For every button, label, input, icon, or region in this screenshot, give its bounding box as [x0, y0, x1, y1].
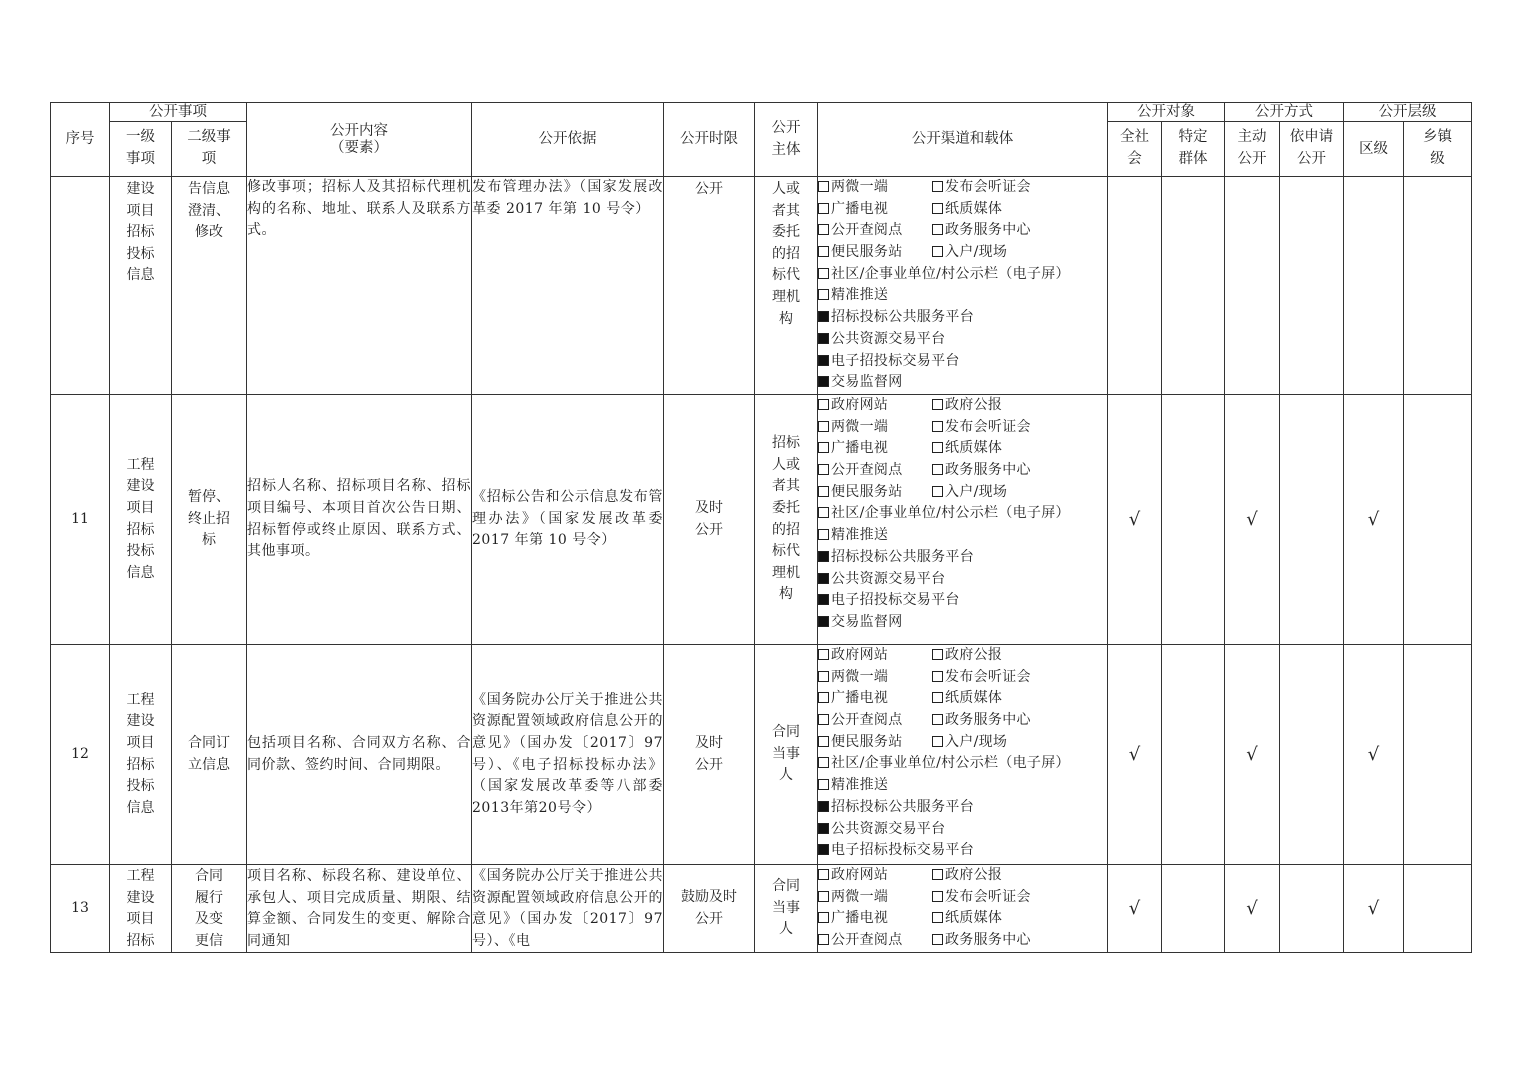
channel-label: 便民服务站: [831, 244, 903, 261]
channel-line: [818, 220, 1107, 242]
channel-label: 社区/企事业单位/村公示栏（电子屏）: [831, 265, 1070, 282]
channel-label: 公开查阅点: [831, 462, 903, 479]
channel-option: [818, 199, 932, 221]
channel-option: [818, 865, 932, 887]
channel-label: 入户/现场: [945, 483, 1008, 500]
channel-option: [818, 667, 932, 689]
channel-line: [818, 645, 1107, 667]
unchecked-box-icon: [818, 268, 829, 279]
channel-line: [818, 242, 1107, 264]
content-cell: 招标人名称、招标项目名称、招标项目编号、本项目首次公告日期、招标暂停或终止原因、联系方式、其他事项。: [247, 395, 472, 645]
channel-label: 发布会听证会: [945, 888, 1031, 905]
subject-cell: 人或者其委托的招标代理机构: [755, 177, 818, 395]
channel-option: [818, 395, 932, 417]
channel-option: [818, 821, 945, 837]
channel-option: [818, 887, 932, 909]
unchecked-box-icon: [818, 486, 829, 497]
unchecked-box-icon: [932, 912, 943, 923]
channel-line: [818, 199, 1107, 221]
channel-line: [818, 569, 1107, 591]
channel-line: [818, 417, 1107, 439]
level2-cell: 合同订立信息: [172, 645, 247, 865]
unchecked-box-icon: [932, 649, 943, 660]
unchecked-box-icon: [932, 692, 943, 703]
channel-label: 纸质媒体: [945, 440, 1003, 457]
table-row: [51, 395, 1472, 645]
header-basis: 公开依据: [472, 103, 664, 177]
channel-option: [818, 732, 932, 754]
header-level-town: 乡镇级: [1404, 122, 1472, 177]
unchecked-box-icon: [932, 464, 943, 475]
channel-option: [932, 462, 1031, 478]
checked-box-icon: [818, 355, 829, 366]
header-group-level: 公开层级: [1344, 103, 1472, 122]
time-limit-cell: 及时公开: [664, 645, 755, 865]
basis-cell: 发布管理办法》（国家发展改革委 2017 年第 10 号令）: [472, 177, 664, 395]
channel-option: [932, 179, 1031, 195]
channel-option: [818, 527, 888, 543]
channel-label: 纸质媒体: [945, 200, 1003, 217]
target-specific-cell: [1162, 177, 1225, 395]
channel-label: 两微一端: [831, 418, 889, 435]
channel-label: 便民服务站: [831, 483, 903, 500]
unchecked-box-icon: [932, 671, 943, 682]
channel-line: [818, 351, 1107, 373]
channel-label: 广播电视: [831, 440, 889, 457]
channel-line: [818, 819, 1107, 841]
channel-option: [932, 690, 1002, 706]
channel-label: 发布会听证会: [945, 668, 1031, 685]
channel-label: 纸质媒体: [945, 910, 1003, 927]
channel-line: [818, 753, 1107, 775]
channel-option: [932, 397, 1002, 413]
seq-cell: [51, 177, 110, 395]
channel-option: [818, 331, 945, 347]
channel-option: [818, 549, 974, 565]
header-group-target: 公开对象: [1108, 103, 1225, 122]
unchecked-box-icon: [818, 891, 829, 902]
table-header: [51, 103, 1472, 177]
unchecked-box-icon: [818, 421, 829, 432]
checked-box-icon: [818, 573, 829, 584]
channel-label: 公共资源交易平台: [831, 820, 946, 837]
unchecked-box-icon: [818, 649, 829, 660]
channel-label: 政府网站: [831, 867, 889, 883]
channel-option: [818, 571, 945, 587]
channel-option: [932, 484, 1007, 500]
channel-option: [818, 220, 932, 242]
level-town-cell: [1404, 177, 1472, 395]
channel-label: 电子招投标交易平台: [831, 352, 960, 369]
channel-label: 发布会听证会: [945, 179, 1031, 195]
unchecked-box-icon: [818, 203, 829, 214]
unchecked-box-icon: [818, 507, 829, 518]
channel-line: [818, 667, 1107, 689]
level1-cell: 工程建设项目招标投标信息: [110, 395, 172, 645]
header-seq: 序号: [51, 103, 110, 177]
level2-cell: 合同履行及变更信: [172, 865, 247, 953]
channel-line: [818, 482, 1107, 504]
channel-line: [818, 887, 1107, 909]
unchecked-box-icon: [818, 399, 829, 410]
level-town-cell: [1404, 865, 1472, 953]
channel-line: [818, 732, 1107, 754]
seq-cell: 13: [51, 865, 110, 953]
channel-option: [818, 645, 932, 667]
channel-option: [932, 244, 1007, 260]
unchecked-box-icon: [932, 442, 943, 453]
channel-line: [818, 438, 1107, 460]
unchecked-box-icon: [818, 736, 829, 747]
channel-label: 广播电视: [831, 690, 889, 707]
channels-cell: [818, 645, 1108, 865]
header-group-method: 公开方式: [1225, 103, 1344, 122]
channel-option: [818, 908, 932, 930]
channel-label: 广播电视: [831, 910, 889, 927]
channel-label: 两微一端: [831, 668, 889, 685]
unchecked-box-icon: [818, 934, 829, 945]
channel-line: [818, 460, 1107, 482]
channel-label: 政务服务中心: [945, 462, 1031, 479]
time-limit-cell: 及时公开: [664, 395, 755, 645]
unchecked-box-icon: [818, 869, 829, 880]
checked-box-icon: [818, 551, 829, 562]
channel-option: [818, 438, 932, 460]
channels-cell: [818, 865, 1108, 953]
target-specific-cell: [1162, 645, 1225, 865]
channel-line: [818, 395, 1107, 417]
channel-label: 招标投标公共服务平台: [831, 548, 974, 565]
channel-option: [818, 460, 932, 482]
level-district-cell: [1344, 177, 1404, 395]
channel-option: [932, 889, 1031, 905]
channel-label: 政务服务中心: [945, 222, 1031, 239]
header-target-specific: 特定群体: [1162, 122, 1225, 177]
header-group-matter: 公开事项: [110, 103, 247, 122]
channel-label: 招标投标公共服务平台: [831, 798, 974, 815]
unchecked-box-icon: [932, 421, 943, 432]
target-all-cell: √: [1108, 645, 1162, 865]
unchecked-box-icon: [932, 399, 943, 410]
time-limit-cell: 公开: [664, 177, 755, 395]
channel-label: 公开查阅点: [831, 932, 903, 949]
channel-label: 两微一端: [831, 179, 889, 195]
level2-cell: 暂停、终止招标: [172, 395, 247, 645]
unchecked-box-icon: [818, 181, 829, 192]
basis-cell: 《国务院办公厅关于推进公共资源配置领域政府信息公开的意见》（国办发〔2017〕97号）、《电子招标投标办法》（国家发展改革委等八部委2013年第20号令）: [472, 645, 664, 865]
channel-option: [818, 177, 932, 199]
channel-label: 政务服务中心: [945, 932, 1031, 949]
channel-label: 精准推送: [831, 527, 889, 544]
method-apply-cell: [1280, 865, 1344, 953]
unchecked-box-icon: [932, 203, 943, 214]
channel-option: [818, 287, 888, 303]
channel-line: [818, 264, 1107, 286]
channel-option: [932, 647, 1002, 663]
channel-line: [818, 329, 1107, 351]
checked-box-icon: [818, 333, 829, 344]
table-row: [51, 645, 1472, 865]
method-active-cell: [1225, 177, 1280, 395]
channel-option: [818, 505, 1070, 521]
method-active-cell: √: [1225, 395, 1280, 645]
header-level1: 一级事项: [110, 122, 172, 177]
channel-line: [818, 688, 1107, 710]
table-row: [51, 865, 1472, 953]
channel-option: [932, 932, 1031, 948]
header-subject: 公开主体: [755, 103, 818, 177]
channel-label: 发布会听证会: [945, 418, 1031, 435]
channel-label: 政府公报: [945, 867, 1003, 883]
channel-label: 公开查阅点: [831, 712, 903, 729]
channel-label: 政务服务中心: [945, 712, 1031, 729]
header-level-district: 区级: [1344, 122, 1404, 177]
header-content: 公开内容（要素）: [247, 103, 472, 177]
time-limit-cell: 鼓励及时公开: [664, 865, 755, 953]
channel-label: 交易监督网: [831, 613, 903, 630]
unchecked-box-icon: [818, 442, 829, 453]
subject-cell: 招标人或者其委托的招标代理机构: [755, 395, 818, 645]
channel-option: [818, 930, 932, 952]
channel-option: [932, 910, 1002, 926]
channel-line: [818, 865, 1107, 887]
channel-option: [932, 222, 1031, 238]
channel-label: 公开查阅点: [831, 222, 903, 239]
unchecked-box-icon: [932, 869, 943, 880]
channel-label: 政府网站: [831, 647, 889, 663]
unchecked-box-icon: [818, 246, 829, 257]
channel-option: [818, 688, 932, 710]
checked-box-icon: [818, 616, 829, 627]
unchecked-box-icon: [818, 289, 829, 300]
content-cell: 项目名称、标段名称、建设单位、承包人、项目完成质量、期限、结算金额、合同发生的变更、解除合同通知: [247, 865, 472, 953]
unchecked-box-icon: [932, 891, 943, 902]
channel-label: 纸质媒体: [945, 690, 1003, 707]
channel-line: [818, 372, 1107, 394]
table-row: [51, 177, 1472, 395]
method-apply-cell: [1280, 645, 1344, 865]
channel-line: [818, 590, 1107, 612]
unchecked-box-icon: [818, 714, 829, 725]
target-specific-cell: [1162, 865, 1225, 953]
method-apply-cell: [1280, 177, 1344, 395]
subject-cell: 合同当事人: [755, 865, 818, 953]
header-method-apply: 依申请公开: [1280, 122, 1344, 177]
checked-box-icon: [818, 844, 829, 855]
channel-label: 入户/现场: [945, 244, 1008, 261]
channels-cell: [818, 395, 1108, 645]
unchecked-box-icon: [818, 757, 829, 768]
unchecked-box-icon: [818, 692, 829, 703]
channel-option: [818, 614, 903, 630]
channel-option: [818, 799, 974, 815]
level1-cell: 工程建设项目招标: [110, 865, 172, 953]
channel-option: [818, 755, 1070, 771]
content-cell: 修改事项；招标人及其招标代理机构的名称、地址、联系人及联系方式。: [247, 177, 472, 395]
basis-cell: 《国务院办公厅关于推进公共资源配置领域政府信息公开的意见》（国办发〔2017〕97号）、《电: [472, 865, 664, 953]
channel-label: 便民服务站: [831, 733, 903, 750]
disclosure-table: [50, 102, 1472, 953]
channels-cell: [818, 177, 1108, 395]
target-all-cell: √: [1108, 865, 1162, 953]
channel-label: 招标投标公共服务平台: [831, 309, 974, 326]
channel-line: [818, 547, 1107, 569]
target-all-cell: [1108, 177, 1162, 395]
channel-option: [818, 309, 974, 325]
unchecked-box-icon: [932, 246, 943, 257]
header-method-active: 主动公开: [1225, 122, 1280, 177]
channel-label: 广播电视: [831, 200, 889, 217]
basis-cell: 《招标公告和公示信息发布管理办法》（国家发展改革委 2017 年第 10 号令）: [472, 395, 664, 645]
header-level2: 二级事项: [172, 122, 247, 177]
channel-option: [818, 592, 960, 608]
channel-option: [818, 482, 932, 504]
channel-option: [818, 710, 932, 732]
unchecked-box-icon: [818, 224, 829, 235]
checked-box-icon: [818, 311, 829, 322]
header-target-all: 全社会: [1108, 122, 1162, 177]
unchecked-box-icon: [932, 714, 943, 725]
unchecked-box-icon: [818, 464, 829, 475]
channel-option: [932, 867, 1002, 883]
channel-line: [818, 840, 1107, 862]
channel-option: [818, 777, 888, 793]
unchecked-box-icon: [932, 486, 943, 497]
channel-line: [818, 775, 1107, 797]
channel-option: [818, 842, 974, 858]
unchecked-box-icon: [818, 529, 829, 540]
method-active-cell: √: [1225, 865, 1280, 953]
channel-option: [932, 440, 1002, 456]
channel-line: [818, 797, 1107, 819]
seq-cell: 11: [51, 395, 110, 645]
channel-option: [932, 419, 1031, 435]
method-active-cell: √: [1225, 645, 1280, 865]
channel-option: [932, 712, 1031, 728]
channel-line: [818, 930, 1107, 952]
unchecked-box-icon: [932, 934, 943, 945]
checked-box-icon: [818, 801, 829, 812]
channel-label: 公共资源交易平台: [831, 570, 946, 587]
channel-label: 电子招标投标交易平台: [831, 842, 974, 859]
channel-option: [932, 734, 1007, 750]
channel-option: [932, 669, 1031, 685]
channel-label: 精准推送: [831, 287, 889, 304]
level-district-cell: √: [1344, 395, 1404, 645]
channel-line: [818, 285, 1107, 307]
channel-option: [818, 374, 903, 390]
channel-label: 政府公报: [945, 397, 1003, 413]
level2-cell: 告信息澄清、修改: [172, 177, 247, 395]
channel-label: 交易监督网: [831, 374, 903, 391]
content-cell: 包括项目名称、合同双方名称、合同价款、签约时间、合同期限。: [247, 645, 472, 865]
unchecked-box-icon: [932, 181, 943, 192]
target-all-cell: √: [1108, 395, 1162, 645]
target-specific-cell: [1162, 395, 1225, 645]
seq-cell: 12: [51, 645, 110, 865]
channel-label: 公共资源交易平台: [831, 330, 946, 347]
channel-option: [818, 242, 932, 264]
header-channels: 公开渠道和载体: [818, 103, 1108, 177]
unchecked-box-icon: [818, 912, 829, 923]
unchecked-box-icon: [818, 779, 829, 790]
channel-label: 政府网站: [831, 397, 889, 413]
checked-box-icon: [818, 823, 829, 834]
channel-label: 电子招投标交易平台: [831, 592, 960, 609]
channel-option: [932, 201, 1002, 217]
channel-label: 社区/企事业单位/村公示栏（电子屏）: [831, 505, 1070, 522]
channel-line: [818, 525, 1107, 547]
channel-option: [818, 266, 1070, 282]
channel-label: 入户/现场: [945, 733, 1008, 750]
channel-label: 政府公报: [945, 647, 1003, 663]
channel-line: [818, 908, 1107, 930]
level1-cell: 建设项目招标投标信息: [110, 177, 172, 395]
channel-line: [818, 503, 1107, 525]
unchecked-box-icon: [818, 671, 829, 682]
channel-label: 两微一端: [831, 888, 889, 905]
channel-line: [818, 612, 1107, 634]
channel-label: 精准推送: [831, 777, 889, 794]
channel-label: 社区/企事业单位/村公示栏（电子屏）: [831, 755, 1070, 772]
channel-option: [818, 417, 932, 439]
level1-cell: 工程建设项目招标投标信息: [110, 645, 172, 865]
channel-option: [818, 353, 960, 369]
unchecked-box-icon: [932, 736, 943, 747]
channel-line: [818, 177, 1107, 199]
header-time-limit: 公开时限: [664, 103, 755, 177]
level-district-cell: √: [1344, 865, 1404, 953]
channel-line: [818, 307, 1107, 329]
level-district-cell: √: [1344, 645, 1404, 865]
checked-box-icon: [818, 376, 829, 387]
level-town-cell: [1404, 645, 1472, 865]
channel-line: [818, 710, 1107, 732]
level-town-cell: [1404, 395, 1472, 645]
subject-cell: 合同当事人: [755, 645, 818, 865]
method-apply-cell: [1280, 395, 1344, 645]
checked-box-icon: [818, 594, 829, 605]
unchecked-box-icon: [932, 224, 943, 235]
